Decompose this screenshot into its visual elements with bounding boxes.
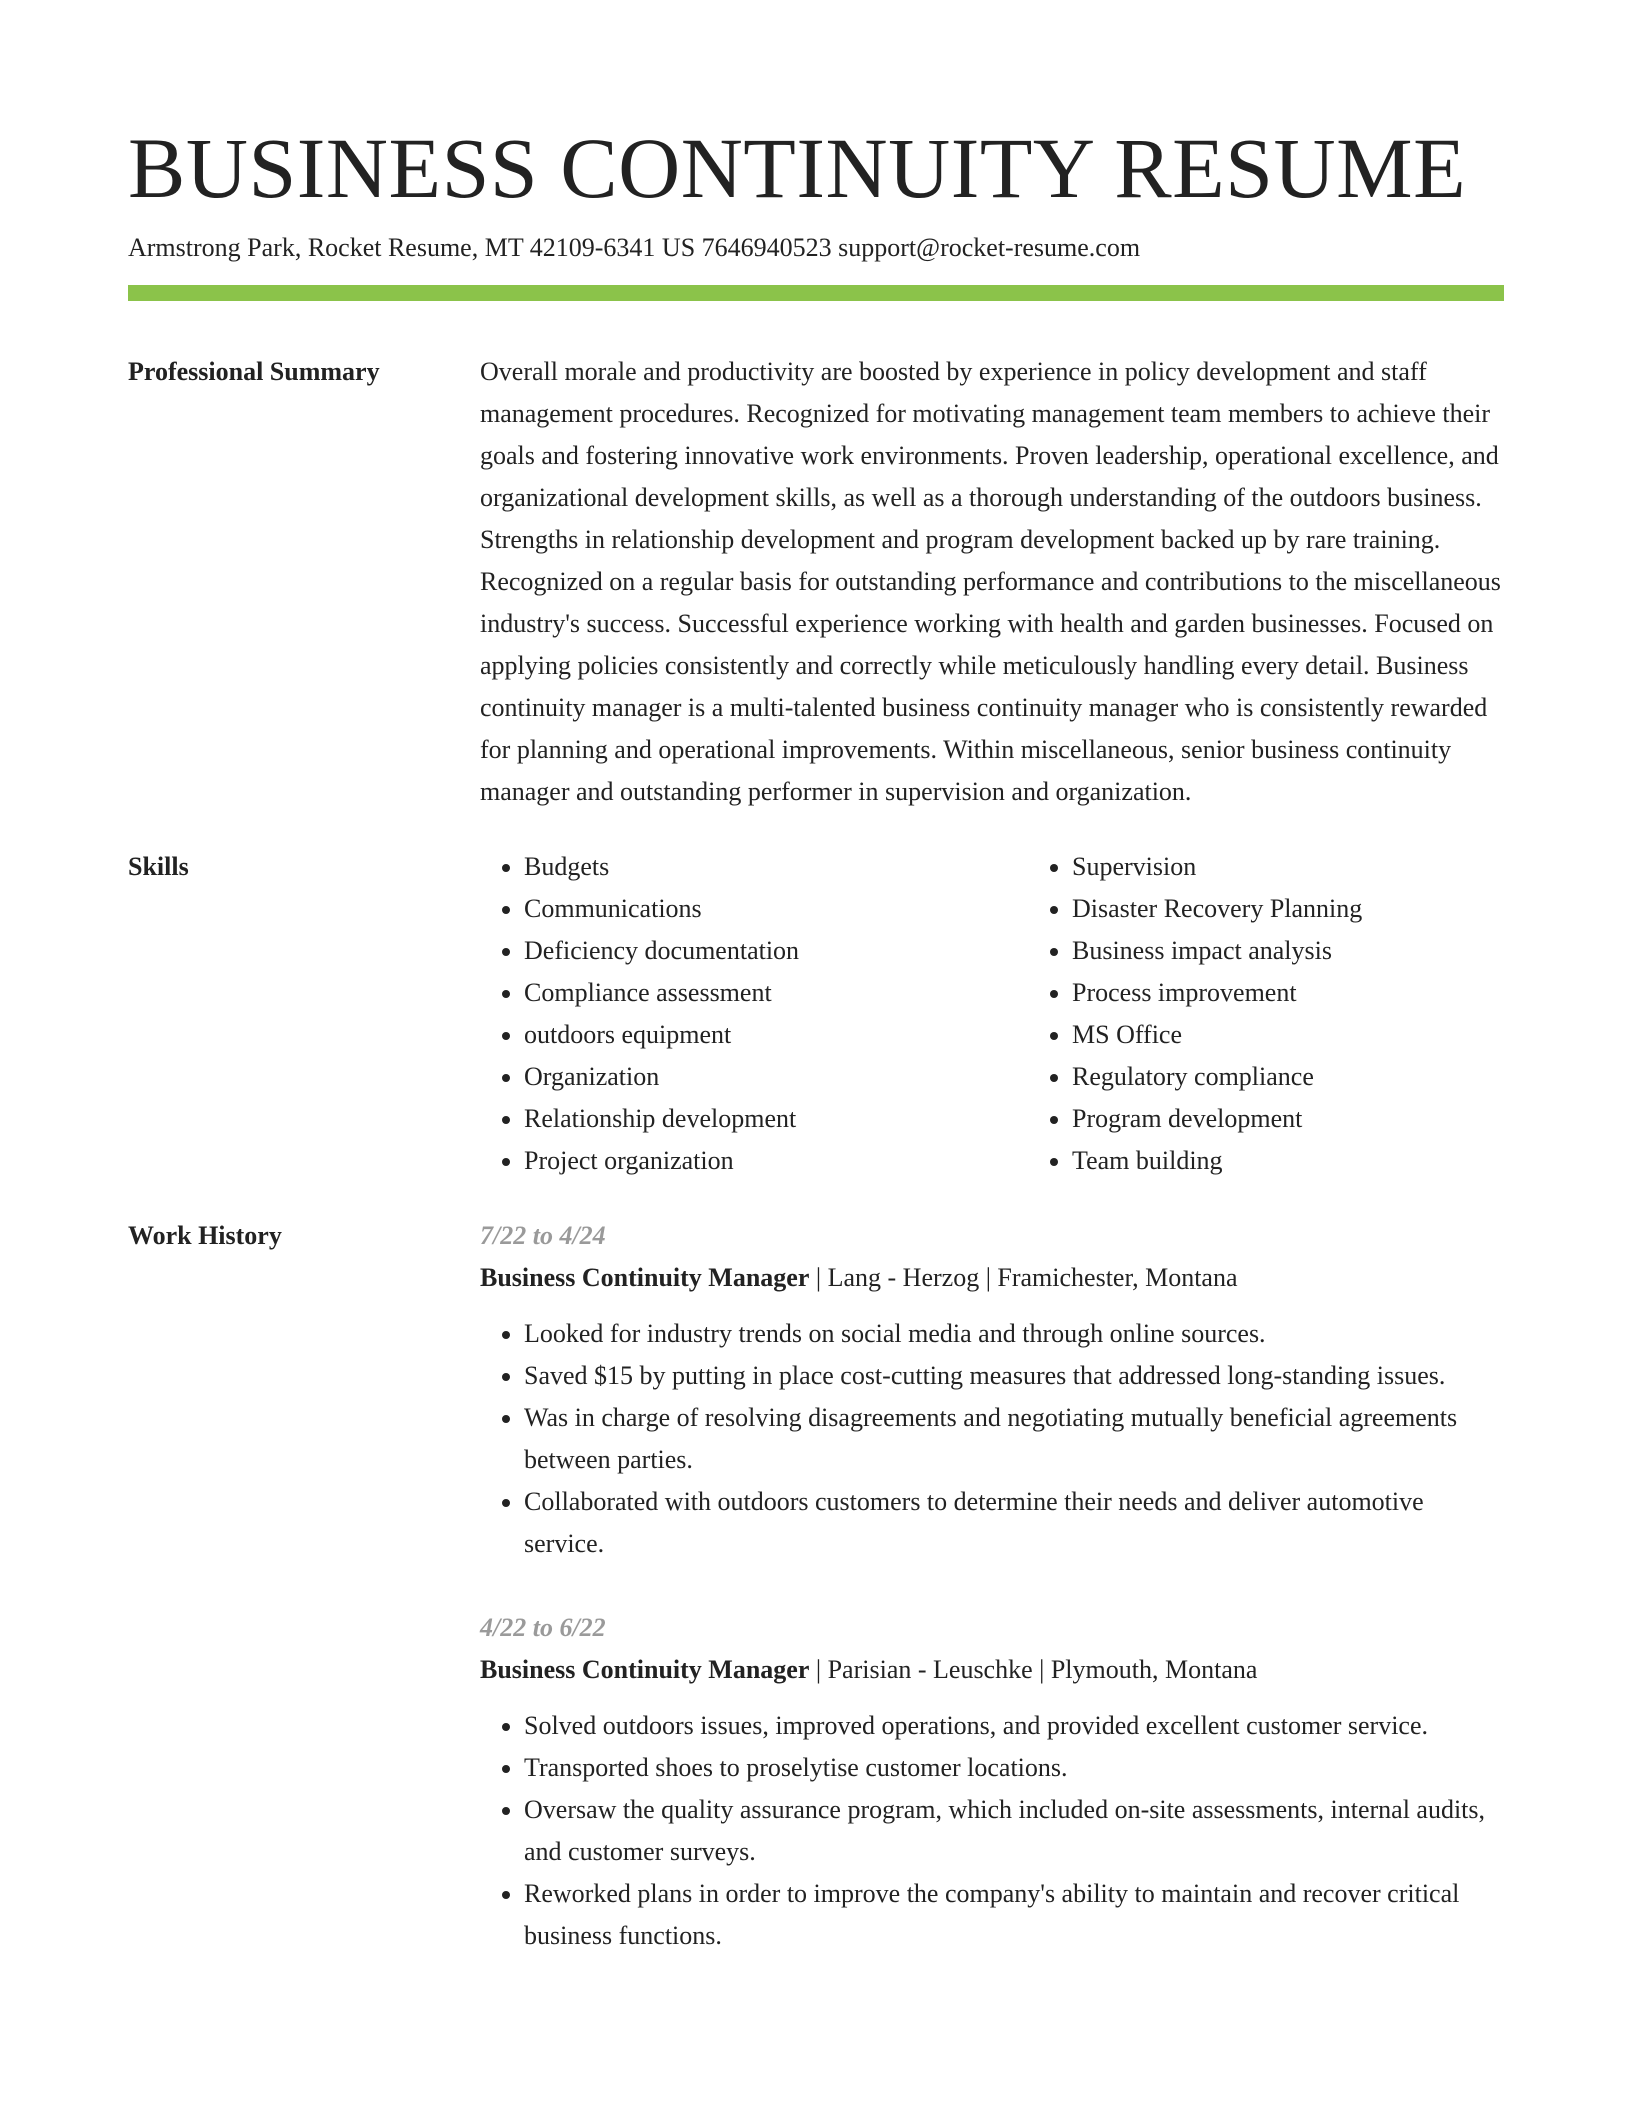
- job-bullet-list: [480, 1705, 1504, 1957]
- job-title: Business Continuity Manager: [480, 1655, 810, 1684]
- job-heading: [480, 1257, 1504, 1299]
- resume-title: BUSINESS CONTINUITY RESUME: [128, 120, 1467, 216]
- job-entry: [480, 1607, 1504, 1957]
- job-employer-location: | Parisian - Leuschke | Plymouth, Montana: [809, 1655, 1258, 1684]
- skills-section: [128, 846, 1504, 1182]
- job-heading: [480, 1649, 1504, 1691]
- job-bullet: • Oversaw the quality assurance program, which included on-site assessments, internal audits, and customer surveys.: [524, 1789, 1504, 1873]
- skill-item: • MS Office: [1072, 1014, 1576, 1056]
- job-bullet: • Saved $15 by putting in place cost-cutting measures that addressed long-standing issues.: [524, 1355, 1504, 1397]
- skill-item: • Disaster Recovery Planning: [1072, 888, 1576, 930]
- professional-summary-section: [128, 351, 1504, 813]
- skill-item: • Communications: [524, 888, 1028, 930]
- job-entry: [480, 1215, 1504, 1565]
- job-dates: 4/22 to 6/22: [480, 1613, 606, 1642]
- skill-item: • Business impact analysis: [1072, 930, 1576, 972]
- skill-item: • Team building: [1072, 1140, 1576, 1182]
- header-divider: [128, 285, 1504, 301]
- skill-item: • Relationship development: [524, 1098, 1028, 1140]
- skills-list-left: [480, 846, 1028, 1182]
- skill-item: • Deficiency documentation: [524, 930, 1028, 972]
- skill-item: • Budgets: [524, 846, 1028, 888]
- skill-item: • Organization: [524, 1056, 1028, 1098]
- job-title: Business Continuity Manager: [480, 1263, 810, 1292]
- skill-item: • Program development: [1072, 1098, 1576, 1140]
- section-label: Work History: [128, 1221, 282, 1250]
- job-bullet: • Reworked plans in order to improve the company's ability to maintain and recover critical business functions.: [524, 1873, 1504, 1957]
- skill-item: • outdoors equipment: [524, 1014, 1028, 1056]
- section-label: Skills: [128, 852, 189, 881]
- skill-item: • Supervision: [1072, 846, 1576, 888]
- resume-page: [128, 118, 1504, 1999]
- job-bullet: • Solved outdoors issues, improved operations, and provided excellent customer service.: [524, 1705, 1504, 1747]
- job-employer-location: | Lang - Herzog | Framichester, Montana: [809, 1263, 1238, 1292]
- job-bullet: • Looked for industry trends on social media and through online sources.: [524, 1313, 1504, 1355]
- skill-item: • Regulatory compliance: [1072, 1056, 1576, 1098]
- summary-text: Overall morale and productivity are boosted by experience in policy development and staff management procedures. Recognized for motivating management team members to achieve their goals and fostering innovative work environments. Proven leadership, operational excellence, and organizational development skills, as well as a thorough understanding of the outdoors business. Strengths in relationship development and program development backed up by rare training. Recognized on a regular basis for outstanding performance and contributions to the miscellaneous industry's success. Successful experience working with health and garden businesses. Focused on applying policies consistently and correctly while meticulously handling every detail. Business continuity manager is a multi-talented business continuity manager who is consistently rewarded for planning and operational improvements. Within miscellaneous, senior business continuity manager and outstanding performer in supervision and organization.: [480, 357, 1501, 806]
- skill-item: • Project organization: [524, 1140, 1028, 1182]
- skill-item: • Process improvement: [1072, 972, 1576, 1014]
- skills-list-right: [1028, 846, 1576, 1182]
- contact-line: Armstrong Park, Rocket Resume, MT 42109-6341 US 7646940523 support@rocket-resume.com: [128, 233, 1141, 262]
- skill-item: • Compliance assessment: [524, 972, 1028, 1014]
- section-label: Professional Summary: [128, 357, 380, 386]
- job-bullet-list: [480, 1313, 1504, 1565]
- job-dates: 7/22 to 4/24: [480, 1221, 606, 1250]
- job-bullet: • Transported shoes to proselytise customer locations.: [524, 1747, 1504, 1789]
- work-history-section: [128, 1215, 1504, 1999]
- job-bullet: • Collaborated with outdoors customers to determine their needs and deliver automotive service.: [524, 1481, 1504, 1565]
- job-bullet: • Was in charge of resolving disagreements and negotiating mutually beneficial agreements between parties.: [524, 1397, 1504, 1481]
